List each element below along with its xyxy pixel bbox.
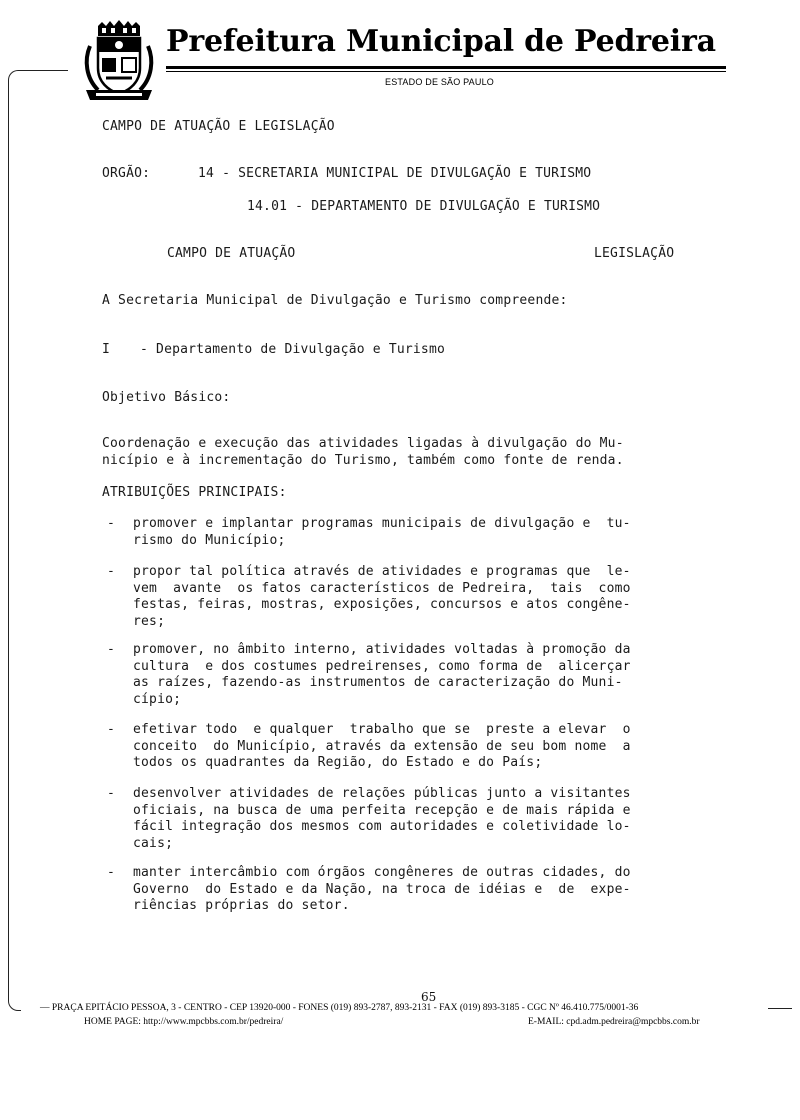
intro-text: A Secretaria Municipal de Divulgação e Turismo compreende:: [102, 293, 568, 308]
frame-line-left: [8, 80, 9, 1000]
section-heading: CAMPO DE ATUAÇÃO E LEGISLAÇÃO: [102, 119, 335, 134]
frame-line-top: [18, 70, 68, 71]
page-number: 65: [421, 990, 437, 1004]
list-bullet: -: [107, 865, 115, 880]
frame-line-right: [768, 1008, 792, 1009]
municipal-coat-of-arms-icon: [80, 20, 158, 104]
column-header-legislacao: LEGISLAÇÃO: [594, 246, 675, 261]
footer-homepage: HOME PAGE: http://www.mpcbbs.com.br/pedreira/: [84, 1017, 284, 1027]
list-bullet: -: [107, 564, 115, 579]
frame-corner-top-left: [8, 70, 21, 83]
frame-corner-bottom-left: [8, 998, 21, 1011]
department-line: 14.01 - DEPARTAMENTO DE DIVULGAÇÃO E TURISMO: [247, 199, 601, 214]
list-item: promover, no âmbito interno, atividades voltadas à promoção da cultura e dos costumes pedreirenses, como forma de alicerçar as raízes, fazendo-as instrumentos de caracterização do Muni- cípio;: [133, 642, 631, 707]
objetivo-text: Coordenação e execução das atividades ligadas à divulgação do Mu- nicípio e à incrementação do Turismo, também como fonte de renda.: [102, 436, 624, 468]
title-rule-thick: [166, 66, 726, 69]
column-header-campo: CAMPO DE ATUAÇÃO: [167, 246, 296, 261]
list-item: promover e implantar programas municipais de divulgação e tu- rismo do Município;: [133, 516, 631, 548]
list-item: efetivar todo e qualquer trabalho que se preste a elevar o conceito do Município, através da extensão de seu bom nome a todos os quadrantes da Região, do Estado e do País;: [133, 722, 631, 770]
list-item: desenvolver atividades de relações públicas junto a visitantes oficiais, na busca de uma perfeita recepção e de mais rápida e fácil integração dos mesmos com autoridades e coletividade lo- cais;: [133, 786, 631, 851]
list-bullet: -: [107, 786, 115, 801]
atribuicoes-label: ATRIBUIÇÕES PRINCIPAIS:: [102, 485, 287, 500]
orgao-label: ORGÃO:: [102, 166, 151, 181]
list-item: propor tal política através de atividades e programas que le- vem avante os fatos característicos de Pedreira, tais como festas, feiras, mostras, exposições, concursos e atos congêne- res;: [133, 564, 631, 629]
item-number: I: [102, 342, 111, 357]
title-rule-thin: [166, 71, 726, 72]
footer-address: — PRAÇA EPITÁCIO PESSOA, 3 - CENTRO - CEP 13920-000 - FONES (019) 893-2787, 893-2131 - FAX (019) 893-3185 - CGC Nº 46.410.775/0001-36: [40, 1003, 639, 1013]
list-bullet: -: [107, 722, 115, 737]
state-subtitle: ESTADO DE SÃO PAULO: [385, 77, 494, 87]
letterhead-title: Prefeitura Municipal de Pedreira: [166, 24, 716, 59]
item-text: - Departamento de Divulgação e Turismo: [140, 342, 446, 357]
footer-email: E-MAIL: cpd.adm.pedreira@mpcbbs.com.br: [528, 1017, 700, 1027]
objetivo-label: Objetivo Básico:: [102, 390, 231, 405]
list-item: manter intercâmbio com órgãos congêneres de outras cidades, do Governo do Estado e da Nação, na troca de idéias e de expe- riências próprias do setor.: [133, 865, 631, 913]
orgao-value: 14 - SECRETARIA MUNICIPAL DE DIVULGAÇÃO E TURISMO: [198, 166, 592, 181]
list-bullet: -: [107, 516, 115, 531]
list-bullet: -: [107, 642, 115, 657]
